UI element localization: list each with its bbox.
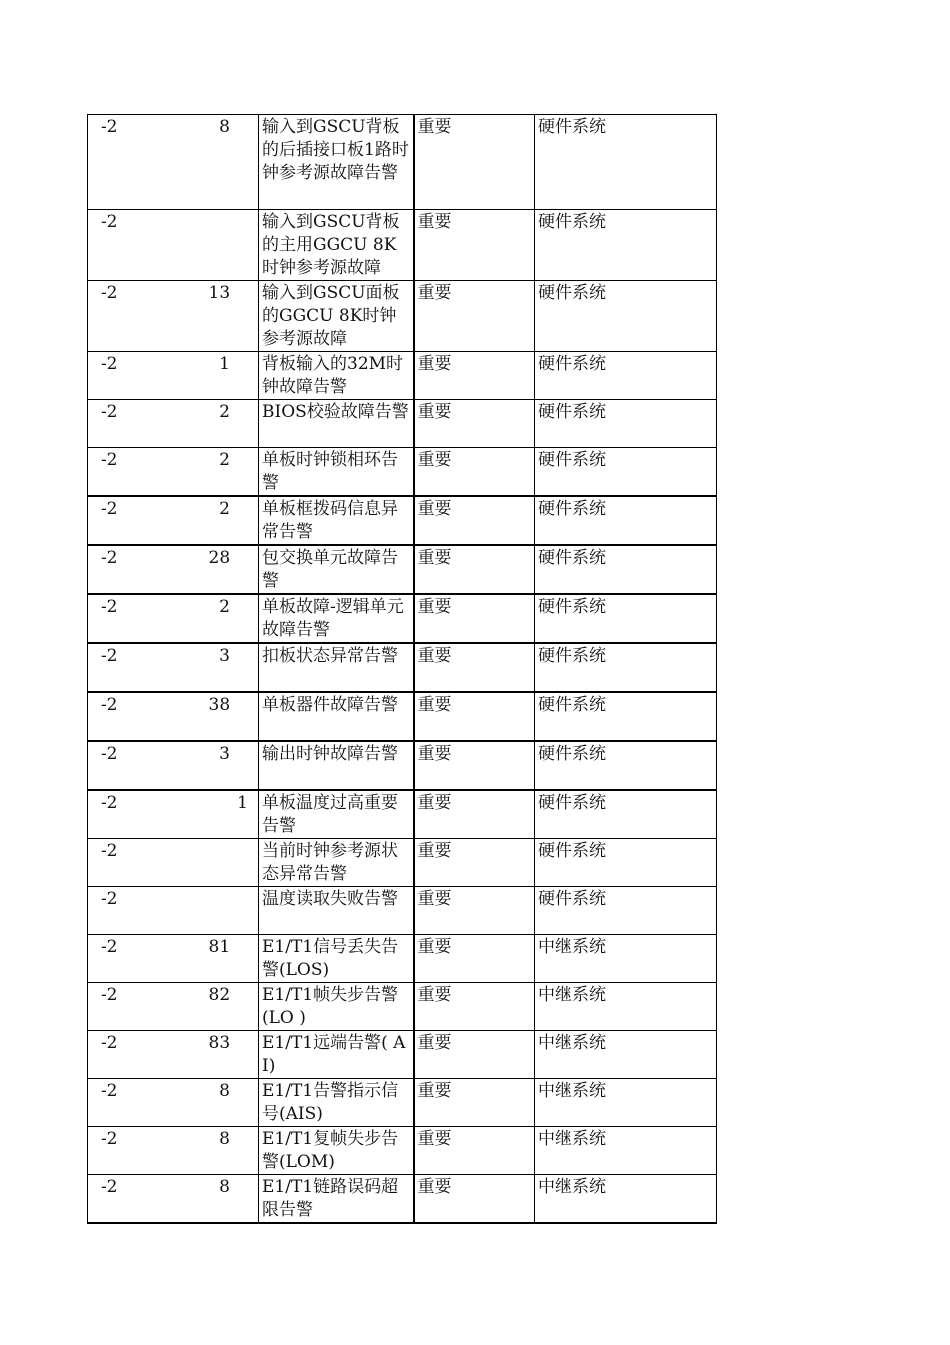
alarm-name-cell: 单板温度过高重要告警 xyxy=(259,790,414,839)
alarm-level-cell: -2 xyxy=(88,643,206,692)
alarm-code-cell: 38 xyxy=(206,692,259,741)
alarm-severity-cell: 重要 xyxy=(414,887,535,935)
alarm-code-cell: 8 xyxy=(206,115,259,210)
alarm-system-cell: 硬件系统 xyxy=(535,790,717,839)
alarm-name-cell: 包交换单元故障告警 xyxy=(259,545,414,594)
alarm-level-cell: -2 xyxy=(88,839,206,887)
alarm-severity-cell: 重要 xyxy=(414,1127,535,1175)
alarm-level-cell: -2 xyxy=(88,692,206,741)
alarm-code-cell: 8 xyxy=(206,1127,259,1175)
table-row xyxy=(88,1079,717,1127)
alarm-name-cell: 单板器件故障告警 xyxy=(259,692,414,741)
alarm-name-cell: 当前时钟参考源状态异常告警 xyxy=(259,839,414,887)
alarm-name-cell: BIOS校验故障告警 xyxy=(259,400,414,448)
alarm-level-cell: -2 xyxy=(88,115,206,210)
alarm-system-cell: 硬件系统 xyxy=(535,352,717,400)
alarm-severity-cell: 重要 xyxy=(414,400,535,448)
alarm-level-cell: -2 xyxy=(88,594,206,643)
alarm-severity-cell: 重要 xyxy=(414,115,535,210)
table-row xyxy=(88,115,717,210)
alarm-table xyxy=(87,114,717,1224)
alarm-system-cell: 硬件系统 xyxy=(535,545,717,594)
alarm-name-cell: 单板框拨码信息异常告警 xyxy=(259,496,414,545)
alarm-system-cell: 硬件系统 xyxy=(535,594,717,643)
alarm-level-cell: -2 xyxy=(88,1079,206,1127)
alarm-code-cell xyxy=(206,887,259,935)
alarm-system-cell: 硬件系统 xyxy=(535,643,717,692)
alarm-code-cell: 1 xyxy=(206,790,259,839)
alarm-system-cell: 中继系统 xyxy=(535,935,717,983)
alarm-code-cell: 2 xyxy=(206,400,259,448)
alarm-code-cell: 83 xyxy=(206,1031,259,1079)
alarm-name-cell: 输入到GSCU背板的主用GGCU 8K时钟参考源故障 xyxy=(259,210,414,281)
alarm-system-cell: 硬件系统 xyxy=(535,400,717,448)
table-row xyxy=(88,741,717,790)
alarm-level-cell: -2 xyxy=(88,1031,206,1079)
alarm-system-cell: 硬件系统 xyxy=(535,887,717,935)
alarm-level-cell: -2 xyxy=(88,400,206,448)
alarm-name-cell: E1/T1告警指示信号(AIS) xyxy=(259,1079,414,1127)
alarm-severity-cell: 重要 xyxy=(414,448,535,497)
alarm-code-cell: 3 xyxy=(206,643,259,692)
alarm-severity-cell: 重要 xyxy=(414,741,535,790)
table-row xyxy=(88,935,717,983)
alarm-name-cell: E1/T1链路误码超限告警 xyxy=(259,1175,414,1224)
alarm-name-cell: 输入到GSCU背板的后插接口板1路时钟参考源故障告警 xyxy=(259,115,414,210)
alarm-level-cell: -2 xyxy=(88,790,206,839)
alarm-system-cell: 硬件系统 xyxy=(535,281,717,352)
alarm-level-cell: -2 xyxy=(88,887,206,935)
table-row xyxy=(88,400,717,448)
alarm-system-cell: 硬件系统 xyxy=(535,839,717,887)
alarm-code-cell: 8 xyxy=(206,1079,259,1127)
table-row xyxy=(88,643,717,692)
alarm-code-cell xyxy=(206,839,259,887)
alarm-name-cell: 单板故障-逻辑单元故障告警 xyxy=(259,594,414,643)
alarm-name-cell: 温度读取失败告警 xyxy=(259,887,414,935)
table-row xyxy=(88,887,717,935)
alarm-system-cell: 中继系统 xyxy=(535,1127,717,1175)
alarm-severity-cell: 重要 xyxy=(414,1079,535,1127)
alarm-system-cell: 硬件系统 xyxy=(535,692,717,741)
alarm-name-cell: E1/T1远端告警( AI) xyxy=(259,1031,414,1079)
table-row xyxy=(88,496,717,545)
alarm-level-cell: -2 xyxy=(88,935,206,983)
alarm-name-cell: 扣板状态异常告警 xyxy=(259,643,414,692)
alarm-severity-cell: 重要 xyxy=(414,935,535,983)
alarm-code-cell: 2 xyxy=(206,594,259,643)
alarm-name-cell: E1/T1复帧失步告警(LOM) xyxy=(259,1127,414,1175)
alarm-code-cell xyxy=(206,210,259,281)
alarm-code-cell: 3 xyxy=(206,741,259,790)
alarm-name-cell: E1/T1信号丢失告警(LOS) xyxy=(259,935,414,983)
table-row xyxy=(88,839,717,887)
alarm-severity-cell: 重要 xyxy=(414,352,535,400)
alarm-level-cell: -2 xyxy=(88,741,206,790)
alarm-code-cell: 2 xyxy=(206,448,259,497)
alarm-severity-cell: 重要 xyxy=(414,496,535,545)
alarm-name-cell: E1/T1帧失步告警(LO ) xyxy=(259,983,414,1031)
alarm-level-cell: -2 xyxy=(88,1127,206,1175)
alarm-system-cell: 中继系统 xyxy=(535,1031,717,1079)
alarm-system-cell: 硬件系统 xyxy=(535,448,717,497)
alarm-name-cell: 输出时钟故障告警 xyxy=(259,741,414,790)
alarm-level-cell: -2 xyxy=(88,448,206,497)
alarm-severity-cell: 重要 xyxy=(414,643,535,692)
alarm-system-cell: 硬件系统 xyxy=(535,496,717,545)
table-row xyxy=(88,983,717,1031)
table-row xyxy=(88,210,717,281)
table-row xyxy=(88,692,717,741)
alarm-name-cell: 输入到GSCU面板的GGCU 8K时钟参考源故障 xyxy=(259,281,414,352)
alarm-severity-cell: 重要 xyxy=(414,210,535,281)
alarm-name-cell: 背板输入的32M时钟故障告警 xyxy=(259,352,414,400)
alarm-severity-cell: 重要 xyxy=(414,594,535,643)
table-row xyxy=(88,545,717,594)
alarm-code-cell: 82 xyxy=(206,983,259,1031)
alarm-system-cell: 硬件系统 xyxy=(535,210,717,281)
alarm-severity-cell: 重要 xyxy=(414,545,535,594)
alarm-system-cell: 硬件系统 xyxy=(535,741,717,790)
alarm-code-cell: 8 xyxy=(206,1175,259,1224)
alarm-code-cell: 81 xyxy=(206,935,259,983)
alarm-level-cell: -2 xyxy=(88,545,206,594)
alarm-level-cell: -2 xyxy=(88,281,206,352)
table-row xyxy=(88,281,717,352)
alarm-severity-cell: 重要 xyxy=(414,790,535,839)
alarm-severity-cell: 重要 xyxy=(414,1175,535,1224)
alarm-system-cell: 中继系统 xyxy=(535,1079,717,1127)
alarm-code-cell: 28 xyxy=(206,545,259,594)
alarm-severity-cell: 重要 xyxy=(414,839,535,887)
alarm-system-cell: 中继系统 xyxy=(535,983,717,1031)
table-row xyxy=(88,594,717,643)
alarm-level-cell: -2 xyxy=(88,1175,206,1224)
alarm-system-cell: 中继系统 xyxy=(535,1175,717,1224)
table-row xyxy=(88,448,717,497)
alarm-severity-cell: 重要 xyxy=(414,281,535,352)
alarm-severity-cell: 重要 xyxy=(414,983,535,1031)
table-row xyxy=(88,352,717,400)
alarm-system-cell: 硬件系统 xyxy=(535,115,717,210)
alarm-code-cell: 1 xyxy=(206,352,259,400)
table-row xyxy=(88,790,717,839)
table-row xyxy=(88,1031,717,1079)
alarm-severity-cell: 重要 xyxy=(414,692,535,741)
alarm-level-cell: -2 xyxy=(88,352,206,400)
alarm-code-cell: 13 xyxy=(206,281,259,352)
table-row xyxy=(88,1127,717,1175)
alarm-code-cell: 2 xyxy=(206,496,259,545)
alarm-table-body xyxy=(88,115,717,1224)
alarm-name-cell: 单板时钟锁相环告警 xyxy=(259,448,414,497)
alarm-level-cell: -2 xyxy=(88,210,206,281)
alarm-level-cell: -2 xyxy=(88,983,206,1031)
alarm-level-cell: -2 xyxy=(88,496,206,545)
table-row xyxy=(88,1175,717,1224)
alarm-severity-cell: 重要 xyxy=(414,1031,535,1079)
